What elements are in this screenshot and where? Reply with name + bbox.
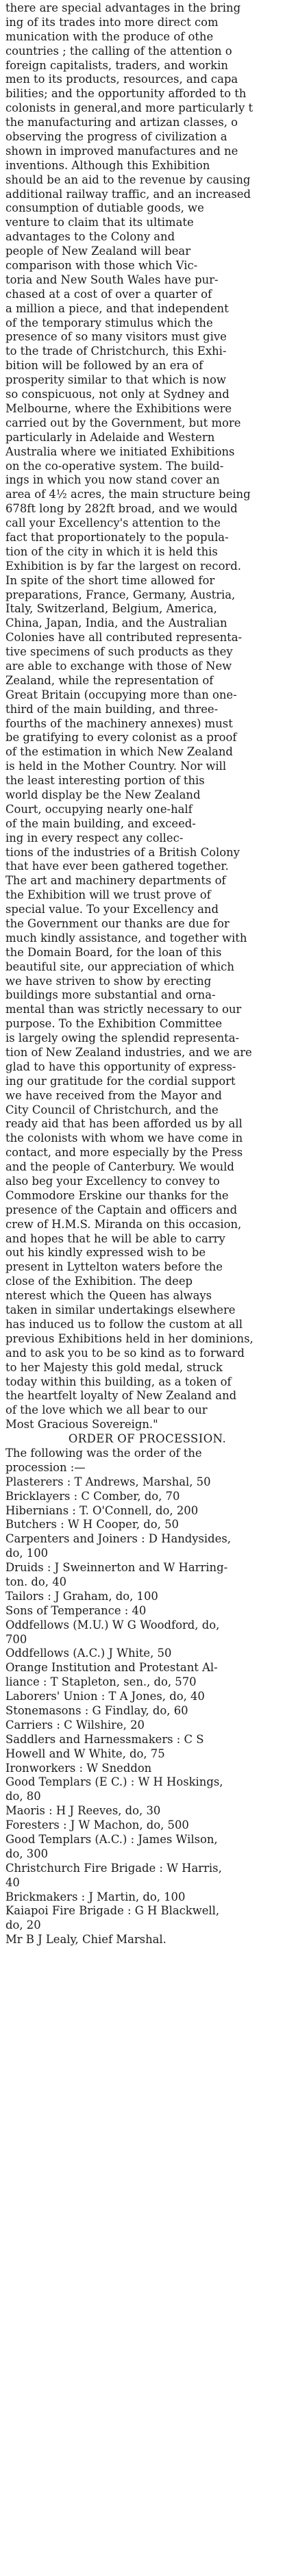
text-line: Hibernians : T. O'Connell, do, 200 (5, 1503, 199, 1517)
text-line: so conspicuous, not only at Sydney and (5, 388, 230, 401)
text-line: Saddlers and Harnessmakers : C S (5, 1732, 204, 1746)
text-line: City Council of Christchurch, and the (5, 1103, 219, 1116)
text-line: mental than was strictly necessary to our (5, 1003, 242, 1016)
text-line: presence of the Captain and officers and (5, 1203, 238, 1216)
text-line: the heartfelt loyalty of New Zealand and (5, 1389, 237, 1403)
text-line: of the estimation in which New Zealand (5, 745, 233, 759)
text-line: and hopes that he will be able to carry (5, 1231, 225, 1245)
text-line: presence of so many visitors must give (5, 330, 227, 344)
text-line: of the main building, and exceed- (5, 816, 196, 830)
text-line: and the people of Canterbury. We would (5, 1160, 234, 1174)
text-line: The following was the order of the (5, 1446, 202, 1460)
text-line: to the trade of Christchurch, this Exhi- (5, 345, 227, 358)
text-line: Stonemasons : G Findlay, do, 60 (5, 1703, 188, 1717)
text-line: preparations, France, Germany, Austria, (5, 588, 236, 601)
text-line: is largely owing the splendid representa- (5, 1031, 240, 1045)
text-line: Zealand, while the representation of (5, 673, 214, 687)
text-line: venture to claim that its ultimate (5, 216, 194, 229)
text-line: consumption of dutiable goods, we (5, 201, 204, 215)
text-line: carried out by the Government, but more (5, 416, 241, 429)
text-line: chased at a cost of over a quarter of (5, 287, 212, 301)
text-line: Howell and W White, do, 75 (5, 1747, 165, 1760)
procession-list (5, 1447, 289, 1947)
text-line: are able to exchange with those of New (5, 659, 232, 673)
text-line: fourths of the machinery annexes) must (5, 716, 233, 730)
text-line: is held in the Mother Country. Nor will (5, 760, 227, 773)
text-line: do, 80 (5, 1790, 41, 1803)
text-line: Oddfellows (A.C.) J White, 50 (5, 1647, 172, 1660)
text-line: In spite of the short time allowed for (5, 573, 215, 587)
text-line: toria and New South Wales have pur- (5, 273, 219, 286)
text-line: we have striven to show by erecting (5, 974, 212, 988)
text-line: Druids : J Sweinnerton and W Harring- (5, 1561, 228, 1575)
text-line: the colonists with whom we have come in (5, 1131, 243, 1145)
text-line: Bricklayers : C Comber, do, 70 (5, 1489, 180, 1503)
text-line: the manufacturing and artizan classes, o (5, 116, 238, 129)
text-line: on the co-operative system. The build- (5, 459, 224, 473)
text-line: Kaiapoi Fire Brigade : G H Blackwell, (5, 1904, 220, 1918)
text-line: fact that proportionately to the popula- (5, 530, 229, 544)
text-line: beautiful site, our appreciation of which (5, 960, 234, 973)
text-line: special value. To your Excellency and (5, 903, 219, 916)
text-line: do, 300 (5, 1847, 49, 1860)
text-line: Orange Institution and Protestant Al- (5, 1661, 218, 1675)
text-line: shown in improved manufactures and ne (5, 144, 238, 158)
text-line: the Government our thanks are due for (5, 917, 230, 930)
text-line: the least interesting portion of this (5, 774, 205, 788)
text-line: glad to have this opportunity of express- (5, 1060, 236, 1073)
text-line: countries ; the calling of the attention o (5, 44, 232, 58)
text-line: we have received from the Mayor and (5, 1088, 222, 1102)
text-line: contact, and more especially by the Press (5, 1146, 243, 1160)
text-line: there are special advantages in the bring (5, 1, 241, 14)
text-line: area of 4½ acres, the main structure being (5, 488, 251, 501)
text-line: 40 (5, 1875, 20, 1889)
text-line: Italy, Switzerland, Belgium, America, (5, 602, 217, 616)
newspaper-column (5, 1, 289, 1947)
text-line: munication with the produce of othe (5, 29, 214, 43)
text-line: much kindly assistance, and together with (5, 931, 247, 945)
text-line: do, 100 (5, 1547, 49, 1560)
text-line: tion of the city in which it is held this (5, 545, 218, 558)
text-line: ready aid that has been afforded us by all (5, 1117, 243, 1131)
text-line: China, Japan, India, and the Australian (5, 616, 227, 630)
text-line: Exhibition is by far the largest on record. (5, 559, 241, 573)
text-line: Butchers : W H Cooper, do, 50 (5, 1518, 179, 1531)
text-line: Laborers' Union : T A Jones, do, 40 (5, 1690, 205, 1703)
article-body (5, 1, 289, 1432)
text-line: the Exhibition will we trust prove of (5, 888, 211, 902)
text-line: ing in every respect any collec- (5, 831, 184, 845)
text-line: men to its products, resources, and capa (5, 73, 238, 86)
text-line: comparison with those which Vic- (5, 259, 198, 273)
text-line: be gratifying to every colonist as a proof (5, 731, 237, 745)
text-line: ings in which you now stand cover an (5, 473, 220, 487)
text-line: liance : T Stapleton, sen., do, 570 (5, 1675, 197, 1689)
text-line: colonists in general,and more particularly t (5, 101, 254, 115)
text-line: ing our gratitude for the cordial support (5, 1074, 236, 1088)
text-line: bition will be followed by an era of (5, 359, 204, 373)
text-line: particularly in Adelaide and Western (5, 430, 215, 444)
text-line: procession :— (5, 1460, 86, 1474)
text-line: Oddfellows (M.U.) W G Woodford, do, (5, 1618, 220, 1631)
text-line: tions of the industries of a British Colony (5, 845, 240, 859)
text-line: has induced us to follow the custom at all (5, 1317, 243, 1331)
text-line: ing of its trades into more direct com (5, 15, 219, 29)
text-line: Sons of Temperance : 40 (5, 1603, 147, 1617)
text-line: out his kindly expressed wish to be (5, 1246, 206, 1260)
text-line: Maoris : H J Reeves, do, 30 (5, 1804, 161, 1818)
text-line: 678ft long by 282ft broad, and we would (5, 502, 238, 516)
text-line: and to ask you to be so kind as to forward (5, 1346, 245, 1360)
text-line: buildings more substantial and orna- (5, 988, 216, 1002)
text-line: world display be the New Zealand (5, 788, 201, 801)
text-line: Tailors : J Graham, do, 100 (5, 1589, 158, 1603)
text-line: Most Gracious Sovereign." (5, 1418, 158, 1431)
text-line: Carriers : C Wilshire, 20 (5, 1718, 145, 1731)
text-line: today within this building, as a token of (5, 1375, 232, 1388)
text-line: do, 20 (5, 1918, 41, 1932)
text-line: people of New Zealand will bear (5, 245, 191, 258)
text-line: call your Excellency's attention to the (5, 516, 221, 530)
text-line: Foresters : J W Machon, do, 500 (5, 1818, 189, 1832)
text-line: prosperity similar to that which is now (5, 373, 226, 387)
text-line: foreign capitalists, traders, and workin (5, 58, 228, 72)
text-line: Good Templars (A.C.) : James Wilson, (5, 1833, 218, 1846)
text-line: Great Britain (occupying more than one- (5, 688, 237, 701)
text-line: nterest which the Queen has always (5, 1289, 212, 1303)
text-line: advantages to the Colony and (5, 230, 175, 244)
text-line: should be an aid to the revenue by causing (5, 173, 251, 186)
text-line: to her Majesty this gold medal, struck (5, 1360, 223, 1374)
text-line: present in Lyttelton waters before the (5, 1260, 223, 1274)
text-line: purpose. To the Exhibition Committee (5, 1017, 223, 1031)
text-line: The art and machinery departments of (5, 874, 226, 888)
text-line: Australia where we initiated Exhibitions (5, 445, 235, 458)
text-line: of the love which we all bear to our (5, 1403, 208, 1417)
text-line: inventions. Although this Exhibition (5, 158, 210, 172)
text-line: tion of New Zealand industries, and we are (5, 1046, 252, 1060)
text-line: a million a piece, and that independent (5, 301, 229, 315)
text-line: Brickmakers : J Martin, do, 100 (5, 1890, 186, 1903)
text-line: previous Exhibitions held in her dominions, (5, 1331, 254, 1345)
text-line: bilities; and the opportunity afforded to th (5, 87, 247, 101)
text-line: third of the main building, and three- (5, 702, 219, 716)
text-line: observing the progress of civilization a (5, 130, 227, 144)
text-line: Christchurch Fire Brigade : W Harris, (5, 1861, 222, 1875)
text-line: of the temporary stimulus which the (5, 316, 213, 329)
procession-heading: ORDER OF PROCESSION. (68, 1432, 227, 1446)
text-line: Ironworkers : W Sneddon (5, 1761, 152, 1775)
text-line: Commodore Erskine our thanks for the (5, 1188, 229, 1202)
text-line: Mr B J Lealy, Chief Marshal. (5, 1933, 166, 1947)
text-line: close of the Exhibition. The deep (5, 1275, 193, 1288)
text-line: Carpenters and Joiners : D Handysides, (5, 1532, 231, 1546)
text-line: taken in similar undertakings elsewhere (5, 1303, 236, 1317)
text-line: tive specimens of such products as they (5, 645, 233, 659)
text-line: Court, occupying nearly one-half (5, 802, 193, 816)
text-line: crew of H.M.S. Miranda on this occasion, (5, 1217, 242, 1231)
text-line: Plasterers : T Andrews, Marshal, 50 (5, 1475, 211, 1488)
text-line: Melbourne, where the Exhibitions were (5, 401, 232, 415)
text-line: the Domain Board, for the loan of this (5, 945, 222, 959)
text-line: Colonies have all contributed representa- (5, 631, 243, 645)
text-line: that have ever been gathered together. (5, 860, 229, 873)
text-line: Good Templars (E C.) : W H Hoskings, (5, 1775, 223, 1789)
text-line: 700 (5, 1632, 27, 1646)
text-line: also beg your Excellency to convey to (5, 1175, 220, 1188)
text-line: ton. do, 40 (5, 1575, 67, 1588)
text-line: additional railway traffic, and an increased (5, 187, 251, 201)
